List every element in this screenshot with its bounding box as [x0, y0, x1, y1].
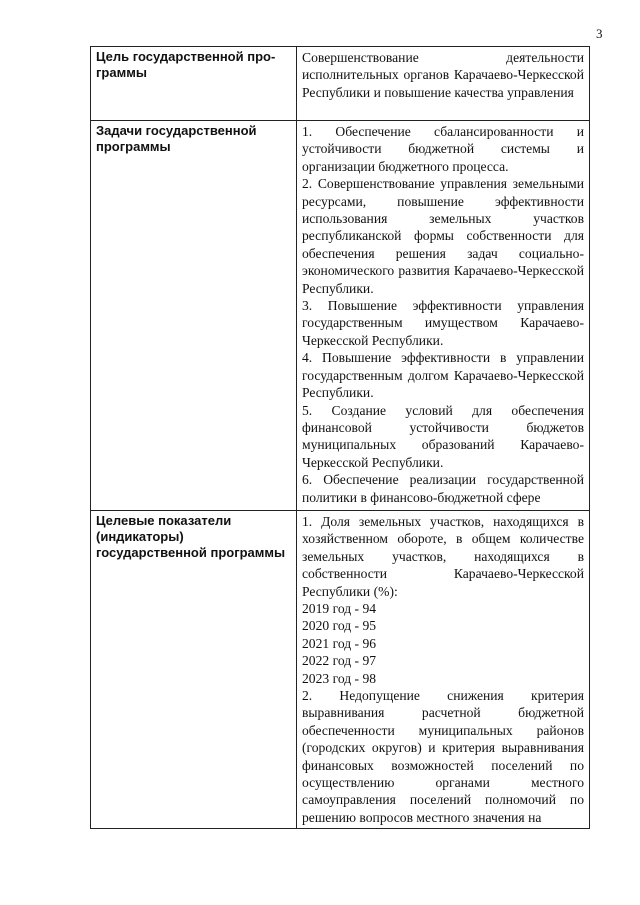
year-value: 2020 год - 95	[302, 618, 377, 634]
row-label-tasks: Задачи государственной программы	[91, 121, 297, 511]
page-number: 3	[596, 26, 603, 41]
table-row	[91, 510, 590, 828]
indicator-years	[302, 600, 584, 687]
indicator-item-2: 2. Недопущение снижения критерия выравнивания расчетной бюджетной обеспеченности муниципальных районов (городских округов) и критерия выравнивания финансовых возможностей поселений по осуществлению органами местного самоуправления поселений полномочий по решению вопросов местного значения на	[302, 688, 584, 825]
program-passport-table	[90, 46, 590, 829]
row-value-tasks	[297, 121, 590, 511]
year-value: 2023 год - 98	[302, 670, 377, 686]
task-item: 6. Обеспечение реализации государственной политики в финансово-бюджетной сфере	[302, 472, 584, 505]
year-value: 2021 год - 96	[302, 635, 377, 651]
task-item: 4. Повышение эффективности в управлении государственным долгом Карачаево-Черкесской Республики.	[302, 350, 584, 401]
indicator-intro: 1. Доля земельных участков, находящихся в хозяйственном обороте, в общем количестве земельных участков, находящихся в собственности Карачаево-Черкесской Республики (%):	[302, 513, 584, 599]
row-value-indicators	[297, 510, 590, 828]
year-value: 2022 год - 97	[302, 653, 377, 669]
table-row	[91, 47, 590, 121]
task-item: 1. Обеспечение сбалансированности и устойчивости бюджетной системы и организации бюджетного процесса.	[302, 124, 584, 174]
row-label-goal: Цель государственной про- граммы	[91, 47, 297, 121]
row-label-indicators: Целевые показатели (индикаторы) государственной программы	[91, 510, 297, 828]
task-item: 5. Создание условий для обеспечения финансовой устойчивости бюджетов муниципальных образований Карачаево-Черкесской Республики.	[302, 402, 584, 470]
table-row	[91, 121, 590, 511]
year-value: 2019 год - 94	[302, 600, 377, 616]
task-item: 2. Совершенствование управления земельными ресурсами, повышение эффективности использования земельных участков республиканской формы собственности для обеспечения решения задач социально-экономического развития Карачаево-Черкесской Республики.	[302, 176, 584, 296]
task-item: 3. Повышение эффективности управления государственным имуществом Карачаево-Черкесской Республики.	[302, 298, 584, 348]
row-value-goal: Совершенствование деятельности исполнительных органов Карачаево-Черкесской Республики и повышение качества управления	[297, 47, 590, 121]
